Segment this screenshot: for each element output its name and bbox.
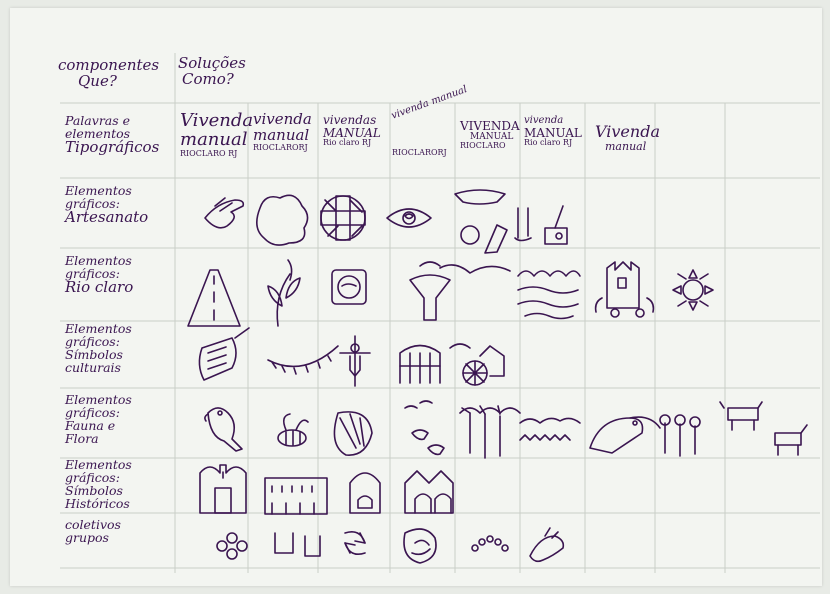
palm-trees-sketch <box>460 406 520 458</box>
chairs-sketch <box>275 533 320 556</box>
row-label-typography: Palavras e elementos Tipográficos <box>65 113 160 157</box>
woven-cross-sketch <box>321 196 365 240</box>
header-solutions: Soluções Como? <box>178 54 246 88</box>
fortress-sketch <box>405 471 453 513</box>
cloud-sketch <box>257 195 308 245</box>
sketch-drawings <box>10 8 822 586</box>
row-label-fauna-flora: Elementos gráficos: Fauna e Flora <box>65 392 132 447</box>
framed-stone-sketch <box>332 270 366 304</box>
small-birds-sketch <box>405 401 444 454</box>
typography-option-4: vivenda manual RIOCLARORJ <box>389 84 469 157</box>
row-label-historical-symbols: Elementos gráficos: Símbolos Históricos <box>65 457 132 512</box>
toucan-sketch <box>590 417 660 453</box>
market-sketch <box>400 344 470 383</box>
wheel-house-sketch <box>463 346 504 385</box>
eye-sketch <box>387 209 431 227</box>
crucifix-sketch <box>340 336 370 386</box>
hand-sketch <box>205 198 243 228</box>
sea-scene-sketch <box>520 418 580 440</box>
people-dots-sketch <box>472 536 508 551</box>
paper-scroll-sketch <box>199 328 249 380</box>
dog-sketch <box>775 425 807 455</box>
road-sketch <box>188 270 240 326</box>
parrot-sketch <box>205 408 242 451</box>
landscape-sketch <box>518 271 580 319</box>
typography-option-2: vivenda manual RIOCLARORJ <box>253 110 312 152</box>
hand-wave-sketch <box>530 528 563 561</box>
typography-option-6: vivenda MANUAL Rio claro RJ <box>524 115 582 148</box>
waterfall-sketch <box>410 262 510 320</box>
typography-option-3: vivendas MANUAL Rio claro RJ <box>323 113 381 148</box>
row-label-groups: coletivos grupos <box>65 517 121 546</box>
shell-leaf-sketch <box>334 412 372 455</box>
sketch-paper <box>10 8 822 586</box>
sunflower-sketch <box>673 270 713 310</box>
typography-option-5: VIVENDA MANUAL RIOCLARO <box>460 119 520 151</box>
church-sketch <box>200 465 246 513</box>
typography-option-1: Vivenda manual RIOCLARO RJ <box>180 110 254 158</box>
header-components: componentes Que? <box>58 56 160 90</box>
colonial-building-sketch <box>265 478 327 514</box>
flowers-sketch <box>660 415 700 456</box>
row-label-artesanato: Elementos gráficos: Artesanato <box>65 183 149 227</box>
hammock-sketch <box>268 346 338 374</box>
typography-option-7: Vivenda manual <box>595 122 660 153</box>
row-label-cultural-symbols: Elementos gráficos: Símbolos culturais <box>65 321 132 376</box>
basket-and-tools-sketch <box>455 190 567 253</box>
spinning-arrows-sketch <box>345 532 365 555</box>
bee-sketch <box>278 414 308 446</box>
flower-group-sketch <box>217 533 247 559</box>
castle-sketch <box>596 262 654 317</box>
leaves-sketch <box>268 260 300 326</box>
row-label-rio-claro: Elementos gráficos: Rio claro <box>65 253 134 297</box>
group-circle-sketch <box>404 529 436 563</box>
cow-sketch <box>720 402 762 430</box>
arched-window-sketch <box>350 473 380 513</box>
